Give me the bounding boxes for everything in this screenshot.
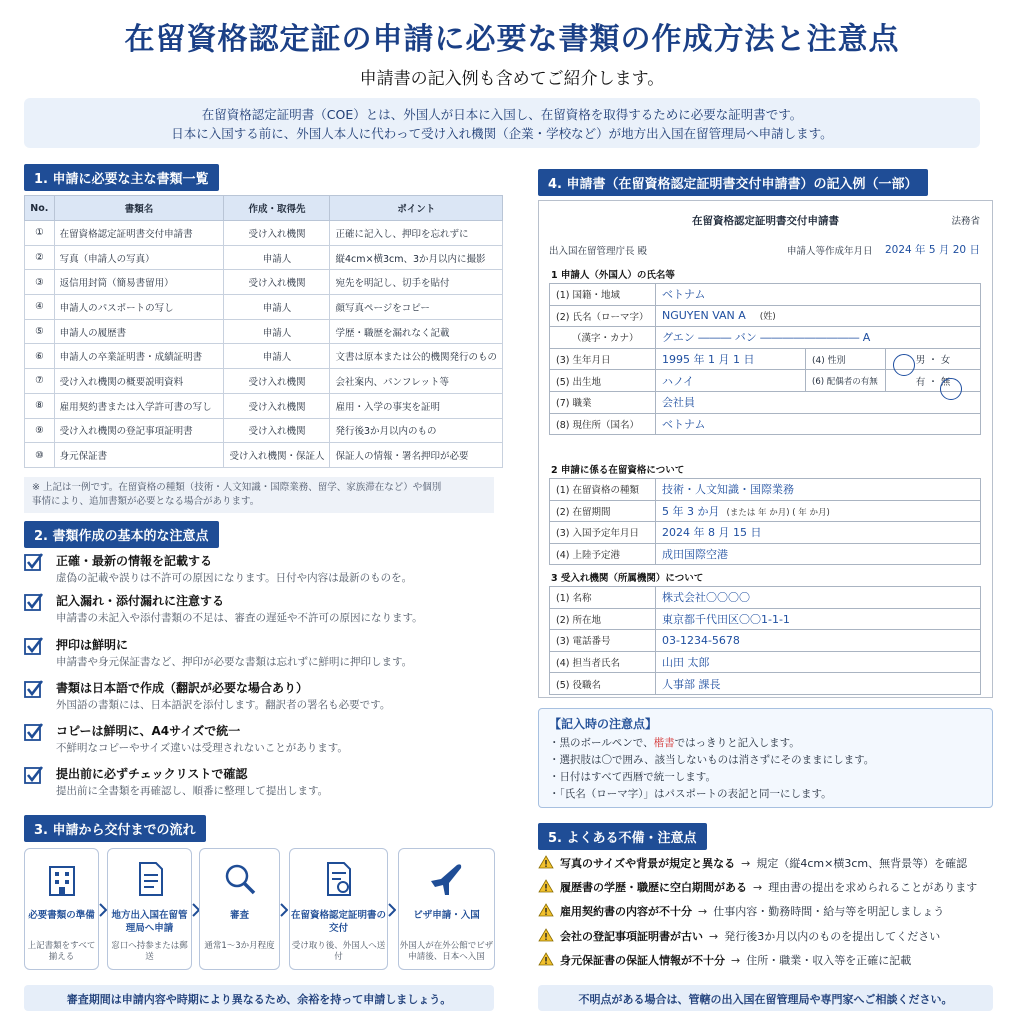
field-label: (6) 配偶者の有無 xyxy=(806,370,886,392)
arrow-right-icon: → xyxy=(753,881,763,894)
caution-text: ・黒のボールペンで、 xyxy=(549,737,654,749)
issue-item xyxy=(538,952,1008,968)
caution-item xyxy=(549,769,982,786)
field-label: (5) 役職名 xyxy=(550,673,656,695)
arrow-right-icon: → xyxy=(698,905,708,918)
flow-step xyxy=(24,848,99,970)
form-ministry: 法務省 xyxy=(951,216,980,227)
source: 受け入れ機関・保証人 xyxy=(224,443,330,468)
flow-step-desc: 通常1～3か月程度 xyxy=(204,941,275,951)
field-org: 株式会社〇〇〇〇 xyxy=(656,587,981,609)
flow-step-desc: 受け取り後、外国人へ送付 xyxy=(291,941,386,962)
form-part2-heading: 2 申請に係る在留資格について xyxy=(551,465,685,476)
flow-step-desc: 上記書類をすべて揃える xyxy=(27,941,96,962)
table-row xyxy=(25,418,503,443)
issue-fix: 仕事内容・勤務時間・給与等を明記しましょう xyxy=(713,905,945,918)
row-number: ⑤ xyxy=(25,319,55,344)
form-part2-table xyxy=(549,478,981,565)
field-status: 技術・人文知識・国際業務 xyxy=(656,479,981,501)
tip-desc: 申請書や身元保証書など、押印が必要な書類は忘れずに鮮明に押印します。 xyxy=(56,656,413,668)
form-date-label: 申請人等作成年月日 xyxy=(787,246,873,257)
field-nationality: ベトナム xyxy=(656,284,981,306)
issue-fix: 理由書の提出を求められることがあります xyxy=(768,881,978,894)
point: 雇用・入学の事実を証明 xyxy=(330,393,503,418)
tip-title: コピーは鮮明に、A4サイズで統一 xyxy=(56,724,241,738)
caution-item xyxy=(549,752,982,769)
field-period xyxy=(656,500,981,522)
document-name: 申請人の卒業証明書・成績証明書 xyxy=(54,344,224,369)
note-line: ※ 上記は一例です。在留資格の種類（技術・人文知識・国際業務、留学、家族滞在など）や個別 xyxy=(32,482,442,493)
section4-heading: 4. 申請書（在留資格認定証明書交付申請書）の記入例（一部） xyxy=(538,169,928,196)
table-row xyxy=(25,344,503,369)
col-header: ポイント xyxy=(330,196,503,221)
form-addressee: 出入国在留管理庁長 殿 xyxy=(549,246,648,257)
source: 申請人 xyxy=(224,295,330,320)
point: 縦4cm×横3cm、3か月以内に撮影 xyxy=(330,245,503,270)
tip-title: 正確・最新の情報を記載する xyxy=(56,554,213,568)
point: 発行後3か月以内のもの xyxy=(330,418,503,443)
intro-box xyxy=(24,98,980,148)
section5-heading: 5. よくある不備・注意点 xyxy=(538,823,707,850)
checkbox-checked-icon xyxy=(24,592,44,612)
field-label: (5) 出生地 xyxy=(550,370,656,392)
field-tel: 03-1234-5678 xyxy=(656,630,981,652)
caution-item xyxy=(549,735,982,752)
flow-step xyxy=(199,848,280,970)
flow-arrow-icon xyxy=(99,902,107,916)
row-number: ⑥ xyxy=(25,344,55,369)
row-number: ⑨ xyxy=(25,418,55,443)
name-note: (姓) xyxy=(759,312,776,323)
period-extra: (または 年 か月) ( 年 か月) xyxy=(726,507,830,518)
table-note xyxy=(24,477,494,513)
field-label: (3) 生年月日 xyxy=(550,348,656,370)
page-title: 在留資格認定証の申請に必要な書類の作成方法と注意点 xyxy=(124,22,900,57)
warning-icon xyxy=(538,855,554,869)
tip-desc: 申請書の未記入や添付書類の不足は、審査の遅延や不許可の原因になります。 xyxy=(56,612,423,624)
form-title: 在留資格認定証明書交付申請書 xyxy=(692,215,839,227)
point: 学歴・職歴を漏れなく記載 xyxy=(330,319,503,344)
point: 会社案内、パンフレット等 xyxy=(330,369,503,394)
document-name: 返信用封筒（簡易書留用） xyxy=(54,270,224,295)
form-part1-table xyxy=(549,283,981,435)
flow-arrow-icon xyxy=(388,902,396,916)
form-part3-heading: 3 受入れ機関（所属機関）について xyxy=(551,573,704,584)
source: 申請人 xyxy=(224,319,330,344)
flow-step-desc: 外国人が在外公館でビザ申請後、日本へ入国 xyxy=(399,941,494,962)
point: 文書は原本または公的機関発行のもの xyxy=(330,344,503,369)
section2-heading: 2. 書類作成の基本的な注意点 xyxy=(24,521,219,548)
warning-icon xyxy=(538,928,554,942)
name-value: NGUYEN VAN A xyxy=(662,309,746,323)
field-birthplace: ハノイ xyxy=(656,370,806,392)
issue-item xyxy=(538,855,1008,871)
intro-line: 日本に入国する前に、外国人本人に代わって受け入れ機関（企業・学校など）が地方出入国在留管理局へ申請します。 xyxy=(171,126,833,141)
field-position: 人事部 課長 xyxy=(656,673,981,695)
table-row xyxy=(25,245,503,270)
tip-title: 記入漏れ・添付漏れに注意する xyxy=(56,594,225,608)
cautions-heading: 【記入時の注意点】 xyxy=(549,717,658,731)
arrow-right-icon: → xyxy=(741,857,751,870)
row-number: ① xyxy=(25,221,55,246)
point: 保証人の情報・署名押印が必要 xyxy=(330,443,503,468)
flow-arrow-icon xyxy=(280,902,288,916)
caution-text: ・「氏名（ローマ字）」はパスポートの表記と同一にします。 xyxy=(549,788,832,800)
checkbox-checked-icon xyxy=(24,765,44,785)
source: 受け入れ機関 xyxy=(224,393,330,418)
document-name: 写真（申請人の写真） xyxy=(54,245,224,270)
flow-step xyxy=(107,848,192,970)
warning-icon xyxy=(538,903,554,917)
issue-problem: 雇用契約書の内容が不十分 xyxy=(560,905,692,918)
checkbox-checked-icon xyxy=(24,552,44,572)
document-name: 申請人のパスポートの写し xyxy=(54,295,224,320)
tip-title: 提出前に必ずチェックリストで確認 xyxy=(56,767,248,781)
tip-item xyxy=(24,552,504,588)
document-name: 申請人の履歴書 xyxy=(54,319,224,344)
field-person: 山田 太郎 xyxy=(656,651,981,673)
tip-desc: 虚偽の記載や誤りは不許可の原因になります。日付や内容は最新のものを。 xyxy=(56,572,413,584)
row-number: ⑧ xyxy=(25,393,55,418)
field-label: （漢字・カナ） xyxy=(550,327,656,349)
field-label: (2) 氏名（ローマ字） xyxy=(550,305,656,327)
issue-fix: 規定（縦4cm×横3cm、無背景等）を確認 xyxy=(756,857,968,870)
row-number: ④ xyxy=(25,295,55,320)
table-row xyxy=(25,319,503,344)
tip-desc: 不鮮明なコピーやサイズ違いは受理されないことがあります。 xyxy=(56,742,348,754)
row-number: ② xyxy=(25,245,55,270)
warning-icon xyxy=(538,879,554,893)
field-label: (4) 性別 xyxy=(806,348,886,370)
issue-problem: 身元保証書の保証人情報が不十分 xyxy=(560,954,725,967)
field-label: (7) 職業 xyxy=(550,391,656,413)
selected-circle xyxy=(940,378,962,400)
field-label: (3) 電話番号 xyxy=(550,630,656,652)
caution-text: ではっきりと記入します。 xyxy=(674,737,800,749)
table-row xyxy=(25,369,503,394)
issue-item xyxy=(538,928,1008,944)
field-label: (2) 所在地 xyxy=(550,608,656,630)
field-dob: 1995 年 1 月 1 日 xyxy=(656,348,806,370)
flow-step-label: 地方出入国在留管理局へ申請 xyxy=(111,910,188,934)
period-value: 5 年 3 か月 xyxy=(662,504,720,518)
col-header: 作成・取得先 xyxy=(224,196,330,221)
field-sex: 男 ・ 女 xyxy=(886,348,981,370)
issue-problem: 会社の登記事項証明書が古い xyxy=(560,930,703,943)
field-home: ベトナム xyxy=(656,413,981,435)
row-number: ⑩ xyxy=(25,443,55,468)
flow-step-label: 必要書類の準備 xyxy=(28,910,95,921)
form-part1-heading: 1 申請人（外国人）の氏名等 xyxy=(551,270,675,281)
checkbox-checked-icon xyxy=(24,636,44,656)
tip-item xyxy=(24,679,504,715)
tip-desc: 外国語の書類には、日本語訳を添付します。翻訳者の署名も必要です。 xyxy=(56,699,391,711)
issue-problem: 写真のサイズや背景が規定と異なる xyxy=(560,857,736,870)
source: 申請人 xyxy=(224,344,330,369)
section3-heading: 3. 申請から交付までの流れ xyxy=(24,815,206,842)
selected-circle xyxy=(893,354,915,376)
caution-highlight: 楷書 xyxy=(653,737,675,749)
field-spouse: 有 ・ 無 xyxy=(886,370,981,392)
table-row xyxy=(25,270,503,295)
field-label: (1) 在留資格の種類 xyxy=(550,479,656,501)
field-label: (3) 入国予定年月日 xyxy=(550,522,656,544)
field-label: (1) 名称 xyxy=(550,587,656,609)
field-label: (1) 国籍・地域 xyxy=(550,284,656,306)
flow-step-desc: 窓口へ持参または郵送 xyxy=(111,941,188,962)
documents-table xyxy=(24,195,503,468)
source: 受け入れ機関 xyxy=(224,369,330,394)
field-label: (4) 担当者氏名 xyxy=(550,651,656,673)
section1-heading: 1. 申請に必要な主な書類一覧 xyxy=(24,164,219,191)
field-kana: グエン ――― バン ――――――――― A xyxy=(656,327,981,349)
source: 受け入れ機関 xyxy=(224,418,330,443)
issue-fix: 住所・職業・収入等を正確に記載 xyxy=(746,954,912,967)
application-form-example xyxy=(538,200,993,698)
point: 正確に記入し、押印を忘れずに xyxy=(330,221,503,246)
tip-title: 押印は鮮明に xyxy=(56,638,129,652)
table-row xyxy=(25,393,503,418)
flow-step-label: ビザ申請・入国 xyxy=(413,910,480,921)
tip-desc: 提出前に全書類を再確認し、順番に整理して提出します。 xyxy=(56,785,329,797)
document-name: 在留資格認定証明書交付申請書 xyxy=(54,221,224,246)
row-number: ③ xyxy=(25,270,55,295)
flow-step xyxy=(289,848,388,970)
flow-step-label: 審査 xyxy=(229,910,249,921)
tip-item xyxy=(24,765,504,801)
issue-problem: 履歴書の学歴・職歴に空白期間がある xyxy=(560,881,747,894)
flow-step xyxy=(398,848,495,970)
document-name: 雇用契約書または入学許可書の写し xyxy=(54,393,224,418)
field-label: (8) 現住所（国名） xyxy=(550,413,656,435)
source: 受け入れ機関 xyxy=(224,221,330,246)
arrow-right-icon: → xyxy=(731,954,741,967)
field-label: (4) 上陸予定港 xyxy=(550,543,656,565)
source: 受け入れ機関 xyxy=(224,270,330,295)
document-name: 身元保証書 xyxy=(54,443,224,468)
field-job: 会社員 xyxy=(656,391,981,413)
source: 申請人 xyxy=(224,245,330,270)
table-header-row xyxy=(25,196,503,221)
point: 宛先を明記し、切手を貼付 xyxy=(330,270,503,295)
warning-icon xyxy=(538,952,554,966)
col-header: No. xyxy=(25,196,55,221)
cautions-box xyxy=(538,708,993,808)
issues-footer: 不明点がある場合は、管轄の出入国在留管理局や専門家へご相談ください。 xyxy=(538,985,993,1011)
issue-fix: 発行後3か月以内のものを提出してください xyxy=(724,930,941,943)
document-name: 受け入れ機関の登記事項証明書 xyxy=(54,418,224,443)
col-header: 書類名 xyxy=(54,196,224,221)
tip-item xyxy=(24,592,504,628)
field-name xyxy=(656,305,981,327)
arrow-right-icon: → xyxy=(709,930,719,943)
tip-item xyxy=(24,636,504,672)
field-port: 成田国際空港 xyxy=(656,543,981,565)
point: 顔写真ページをコピー xyxy=(330,295,503,320)
intro-line: 在留資格認定証明書（COE）とは、外国人が日本に入国し、在留資格を取得するために必要な証明書です。 xyxy=(201,107,803,122)
table-row xyxy=(25,221,503,246)
field-entry: 2024 年 8 月 15 日 xyxy=(656,522,981,544)
flow-step-label: 在留資格認定証明書の交付 xyxy=(290,910,386,934)
tip-title: 書類は日本語で作成（翻訳が必要な場合あり） xyxy=(56,681,309,695)
issue-item xyxy=(538,879,1008,895)
table-row xyxy=(25,443,503,468)
form-date-value: 2024 年 5 月 20 日 xyxy=(885,244,980,256)
form-part3-table xyxy=(549,586,981,695)
page-subtitle: 申請書の記入例も含めてご紹介します。 xyxy=(359,69,665,89)
field-addr: 東京都千代田区〇〇1-1-1 xyxy=(656,608,981,630)
document-name: 受け入れ機関の概要説明資料 xyxy=(54,369,224,394)
field-label: (2) 在留期間 xyxy=(550,500,656,522)
issue-item xyxy=(538,903,1008,919)
caution-text: ・日付はすべて西暦で統一します。 xyxy=(549,771,716,783)
caution-item xyxy=(549,786,982,803)
note-line: 事情により、追加書類が必要となる場合があります。 xyxy=(32,496,260,507)
table-row xyxy=(25,295,503,320)
row-number: ⑦ xyxy=(25,369,55,394)
caution-text: ・選択肢は〇で囲み、該当しないものは消さずにそのままにします。 xyxy=(549,754,875,766)
checkbox-checked-icon xyxy=(24,679,44,699)
flow-footer: 審査期間は申請内容や時期により異なるため、余裕を持って申請しましょう。 xyxy=(24,985,494,1011)
tip-item xyxy=(24,722,504,758)
checkbox-checked-icon xyxy=(24,722,44,742)
